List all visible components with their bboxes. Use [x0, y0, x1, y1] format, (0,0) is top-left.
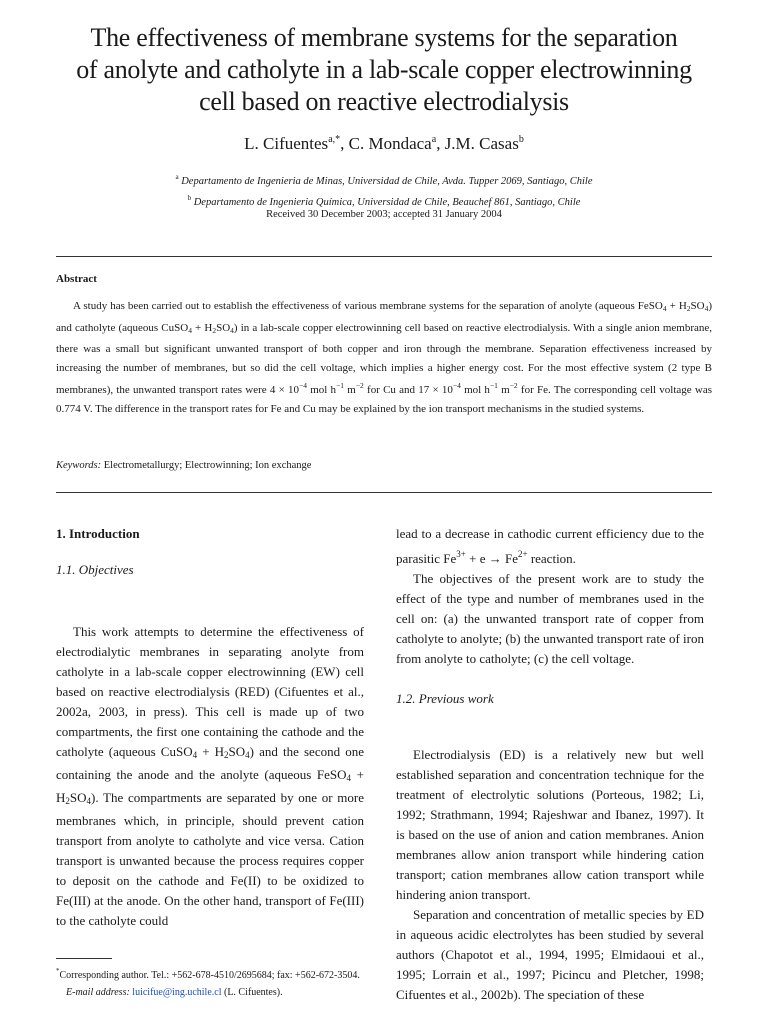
right-column: [396, 524, 704, 1005]
author-affil-mark: a,*: [328, 134, 341, 145]
left-column: [56, 524, 364, 931]
keywords-text: Electrometallurgy; Electrowinning; Ion exchange: [103, 460, 312, 471]
author-name: C. Mondaca: [348, 134, 432, 153]
section-heading: 1. Introduction: [56, 526, 140, 541]
affiliation-a: [0, 169, 768, 190]
title-line: cell based on reactive electrodialysis: [199, 87, 569, 116]
footnote: [56, 963, 364, 1001]
affiliation-b: [0, 190, 768, 211]
affiliations: [0, 169, 768, 211]
previous-work-paragraph: Separation and concentration of metallic species by ED in aqueous acidic electrolytes has been studied by several authors (Chapotot et al., 1994, 1995; Elmidaoui et al., 1995; Lorrain et al., 1997; Picincu and Pletcher, 1998; Cifuentes et al., 2002b). The speciation of these: [396, 907, 704, 1002]
abstract-paragraph: A study has been carried out to establish the effectiveness of various membrane systems for the separation of anolyte (aqueous FeSO$_4$ + $H_2SO_4$) and catholyte (aqueous CuSO$_4$ + $H_2SO_4$) in a lab-scale copper electrowinning cell based on reactive electrodialysis. With a single anion membrane, there was a small but significant unwanted transport of both copper and iron through the membrane. Separation effectiveness increased by increasing the number of membranes, but so did the cell voltage, which implies a higher energy cost. For the most effective system (2 type B membranes), the unwanted transport rates were $4 \times 10^{-4}$ mol $h^{-1}$ $m^{-2}$ for Cu and $17 \times 10^{-4}$ mol $h^{-1}$ $m^{-2}$ for Fe. The corresponding cell voltage was 0.774 V. The difference in the transport rates for Fe and Cu may be explained by the ion transport mechanisms in the studied systems.: [56, 300, 712, 415]
email-line: E-mail address: luicifue@ing.uchile.cl (L. Cifuentes).: [66, 987, 283, 998]
footnote-divider: [56, 958, 112, 959]
affil-text: Departamento de Ingenieria Química, Universidad de Chile, Beauchef 861, Santiago, Chile: [193, 197, 581, 208]
keywords-label: Keywords:: [56, 460, 102, 471]
corresponding-author: *Corresponding author. Tel.: +562-678-4510/2695684; fax: +562-672-3504.: [56, 967, 360, 981]
divider-bottom: [56, 492, 712, 493]
author-name: J.M. Casas: [444, 134, 519, 153]
divider-top: [56, 256, 712, 257]
spacer: [396, 669, 704, 689]
objectives-paragraph: The objectives of the present work are to study the effect of the type and number of membranes used in the cell on: (a) the unwanted transport rate of copper from catholyte to anolyte; (b) the unwanted transport rate of iron from anolyte to catholyte; (c) the cell voltage.: [396, 571, 704, 666]
title-line: The effectiveness of membrane systems for the separation: [90, 23, 678, 52]
email-link[interactable]: luicifue@ing.uchile.cl: [132, 987, 222, 998]
intro-paragraph: This work attempts to determine the effectiveness of electrodialytic membranes in separating anolyte from catholyte in a lab-scale copper electrowinning (EW) cell based on reactive electrodialysis (RED) (Cifuentes et al., 2002a, 2003, in press). This cell is made up of two compartments, the first one containing the cathode and the catholyte (aqueous CuSO$_4$ + $H_2SO_4$) and the second one containing the anode and the anolyte (aqueous FeSO$_4$ + $H_2SO_4$). The compartments are separated by one or more membranes which, in principle, should prevent cation transport from anolyte to catholyte and vice versa. Cation transport is unwanted because the process requires copper to deposit on the cathode and Fe(II) to be oxidized to Fe(III) at the anode. On the other hand, transport of Fe(III) to the catholyte could: [56, 624, 364, 928]
affil-mark: b: [187, 194, 192, 202]
author-list: L. Cifuentes$^{a,*}$, C. Mondaca$^a$, J.M. Casas$^b$: [244, 134, 524, 153]
email-label: E-mail address:: [66, 987, 130, 998]
author-name: L. Cifuentes: [244, 134, 329, 153]
title-line: of anolyte and catholyte in a lab-scale copper electrowinning: [76, 55, 692, 84]
keywords: [56, 460, 311, 471]
spacer: [396, 731, 704, 745]
continued-paragraph: lead to a decrease in cathodic current efficiency due to the parasitic $Fe^{3+} + e \to Fe^{2+}$ reaction.: [396, 526, 704, 566]
spacer: [56, 602, 364, 622]
affil-mark: a: [175, 173, 179, 181]
abstract-heading: Abstract: [56, 273, 97, 285]
article-title: [40, 22, 728, 118]
previous-work-paragraph: Electrodialysis (ED) is a relatively new but well established separation and concentration technique for the treatment of electrolytic solutions (Porteous, 1982; Li, 1992; Strathmann, 1994; Rajeshwar and Ibanez, 1997). It is based on the use of anion and cation membranes. Anion membranes allow anion transport while hindering cation transport; cation membranes allow cation transport while hindering anion transport.: [396, 747, 704, 902]
received-dates: Received 30 December 2003; accepted 31 January 2004: [266, 209, 502, 220]
subsection-heading: 1.1. Objectives: [56, 562, 134, 577]
affil-text: Departamento de Ingenieria de Minas, Universidad de Chile, Avda. Tupper 2069, Santiago, Chile: [181, 176, 593, 187]
abstract-body: [56, 297, 712, 418]
author-affil-mark: b: [518, 134, 524, 145]
subsection-heading: 1.2. Previous work: [396, 691, 494, 706]
author-affil-mark: a: [431, 134, 437, 145]
